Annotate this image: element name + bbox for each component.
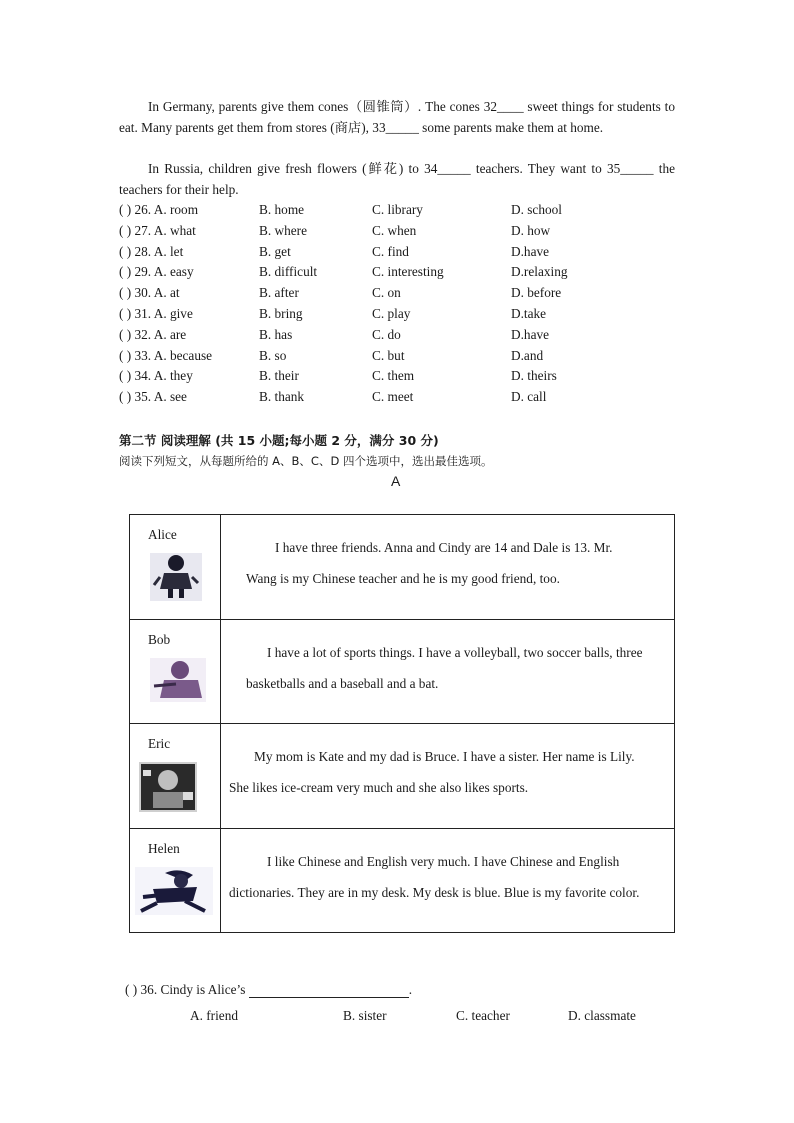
text-cell: I have three friends. Anna and Cindy are 14 and Dale is 13. Mr. Wang is my Chinese teacher and he is my good friend, too. bbox=[221, 515, 675, 620]
option-row-31: ( ) 31. A. give B. bring C. play D.take bbox=[119, 305, 547, 321]
passage-label: A bbox=[391, 473, 401, 489]
boy-figure-icon bbox=[150, 658, 206, 702]
passage-paragraph-germany: In Germany, parents give them cones（圆锥筒）. The cones 32____ sweet things for students to eat. Many parents get them from stores (商店), 33_____ some parents make them at home. bbox=[119, 99, 675, 135]
option-c: C. teacher bbox=[456, 1008, 510, 1023]
answer-blank[interactable] bbox=[249, 983, 409, 998]
option-row-35: ( ) 35. A. see B. thank C. meet D. call bbox=[119, 389, 547, 405]
text-cell: I like Chinese and English very much. I have Chinese and English dictionaries. They are in my desk. My desk is blue. Blue is my favorite color. bbox=[221, 828, 675, 933]
option-row-26: ( ) 26. A. room B. home C. library D. school bbox=[119, 202, 562, 217]
passage-paragraph-russia: In Russia, children give fresh flowers (鲜花) to 34_____ teachers. They want to 35_____ the teachers for their help. bbox=[119, 161, 675, 197]
option-d: D. classmate bbox=[568, 1008, 636, 1023]
option-row-30: ( ) 30. A. at B. after C. on D. before bbox=[119, 285, 562, 301]
option-b: B. sister bbox=[343, 1008, 387, 1023]
option-row-29: ( ) 29. A. easy B. difficult C. interesting D.relaxing bbox=[119, 264, 568, 280]
profile-name: Bob bbox=[148, 631, 171, 647]
section-instruction: 阅读下列短文，从每题所给的 A、B、C、D 四个选项中，选出最佳选项。 bbox=[119, 454, 493, 468]
table-row bbox=[130, 515, 675, 620]
text-cell: My mom is Kate and my dad is Bruce. I have a sister. Her name is Lily. She likes ice-cream very much and she also likes sports. bbox=[221, 724, 675, 829]
option-row-27: ( ) 27. A. what B. where C. when D. how bbox=[119, 222, 551, 238]
option-row-28: ( ) 28. A. let B. get C. find D.have bbox=[119, 243, 550, 259]
section-title: 第二节 阅读理解 (共 15 小题;每小题 2 分，满分 30 分) bbox=[119, 433, 439, 448]
profile-name: Helen bbox=[148, 840, 180, 856]
question-36-options bbox=[125, 1008, 685, 1028]
girl-figure-icon bbox=[150, 553, 202, 601]
running-figure-icon bbox=[135, 867, 213, 915]
name-cell bbox=[130, 828, 221, 933]
options-list bbox=[119, 200, 679, 408]
option-a: A. friend bbox=[190, 1008, 238, 1023]
profile-name: Eric bbox=[148, 736, 171, 751]
profiles-table bbox=[129, 514, 675, 933]
table-row bbox=[130, 724, 675, 829]
boy-photo-icon bbox=[139, 762, 197, 812]
text-cell: I have a lot of sports things. I have a volleyball, two soccer balls, three basketballs and a baseball and a bat. bbox=[221, 619, 675, 724]
table-row bbox=[130, 619, 675, 724]
option-row-34: ( ) 34. A. they B. their C. them D. theirs bbox=[119, 368, 557, 384]
profile-name: Alice bbox=[148, 527, 177, 542]
option-row-32: ( ) 32. A. are B. has C. do D.have bbox=[119, 326, 550, 342]
table-row bbox=[130, 828, 675, 933]
name-cell bbox=[130, 515, 221, 620]
option-row-33: ( ) 33. A. because B. so C. but D.and bbox=[119, 347, 544, 363]
question-36: ( ) 36. Cindy is Alice’s . bbox=[125, 982, 413, 997]
name-cell bbox=[130, 619, 221, 724]
name-cell bbox=[130, 724, 221, 829]
